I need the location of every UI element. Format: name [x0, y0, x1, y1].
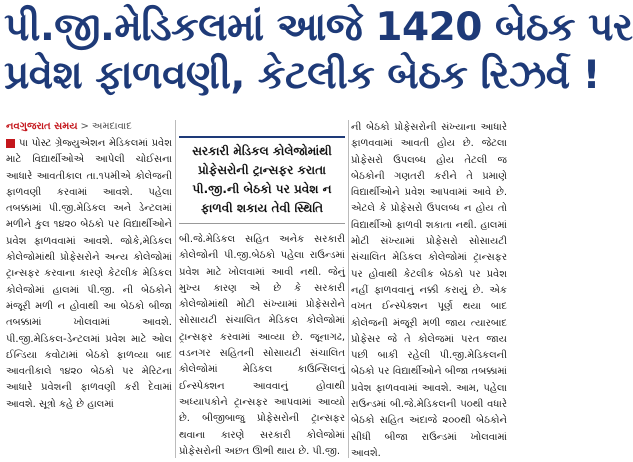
headline-line-2: પ્રવેશ ફાળવણી, કેટલીક બેઠક રિઝર્વ ! [4, 53, 600, 98]
article-column-3 [351, 120, 507, 458]
byline-separator: > [80, 121, 89, 132]
column-1-text: પા પોસ્ટ ગ્રેજ્યુએશન મેડિકલમાં પ્રવેશ માટે વિદ્યાર્થીઓએ આપેલી ચોઈસના આધારે આવતીકાલ તા.૧૫મીએ કોલેજની ફાળવણી કરવામાં આવશે. પહેલા તબક્કામાં પી.જી.મેડિકલ અને ડેન્ટલમાં મળીને કુલ ૧૪૨૦ બેઠકો પર વિદ્યાર્થીઓને પ્રવેશ ફાળવવામાં આવશે. જોકે,મેડિકલ કોલેજોમાંથી પ્રોફેસરોને અન્ય કોલેજોમાં ટ્રાન્સફર કરવાના કારણે કેટલીક મેડિકલ કોલેજોમાં હાલમાં પી.જી. ની બેઠકોને મંજૂરી મળી ન હોવાથી આ બેઠકો બીજા તબક્કામાં ખોલવામાં આવશે. પી.જી.મેડિકલ-ડેન્ટલમાં પ્રવેશ માટે ઓલ ઈન્ડિયા કવોટામાં બેઠકો ફાળવ્યા બાદ આવતીકાલે ૧૪૨૦ બેઠકો પર મેરિટના આધારે પ્રવેશની ફાળવણી કરી દેવામાં આવશે. સૂત્રો કહે છે હાલમાં [6, 138, 172, 410]
byline [6, 120, 176, 134]
subheadline-box [179, 136, 345, 224]
dropcap-marker [6, 139, 15, 148]
column-divider [348, 120, 349, 458]
article-column-2 [179, 232, 345, 458]
column-3-text: ની બેઠકો પ્રોફેસરોની સંખ્યાના આધારે ફાળવવામાં આવતી હોય છે. જેટલા પ્રોફેસરો ઉપલબ્ધ હોય તેટલી જ બેઠકોની ગણતરી કરીને તે પ્રમાણે વિદ્યાર્થીઓને પ્રવેશ આપવામાં આવે છે. એટલે કે પ્રોફેસરો ઉપલબ્ધ ન હોય તો વિદ્યાર્થીઓ ફાળવી શકાતા નથી. હાલમાં મોટી સંખ્યામાં પ્રોફેસરો સોસાયટી સંચાલિત મેડિકલ કોલેજોમાં ટ્રાન્સફર પર હોવાથી કેટલીક બેઠકો પર પ્રવેશ નહીં ફાળવવાનું નક્કી કરાયું છે. એક વખત ઈન્સ્પેક્શન પૂર્ણ થયા બાદ કોલેજની મંજૂરી મળી જાય ત્યારબાદ પ્રોફેસર જે તે કોલેજમાં પરત જાય પછી બાકી રહેલી પી.જી.મેડિકલની બેઠકો પર વિદ્યાર્થીઓને બીજા તબક્કામાં પ્રવેશ ફાળવવામાં આવશે. આમ, પહેલા રાઉન્ડમાં બી.જે.મેડિકલની ૫૦થી વધારે બેઠકો સહિત અંદાજે ૨૦૦થી બેઠકોને સીધી બીજા રાઉન્ડમાં ખોલવામાં આવશે. [351, 122, 507, 459]
byline-city: અમદાવાદ [91, 121, 132, 132]
article-column-1 [6, 136, 172, 458]
byline-source: નવગુજરાત સમય [6, 121, 78, 132]
column-2-text: બી.જે.મેડિકલ સહિત અનેક સરકારી કોલેજોની પી.જી.બેઠકો પહેલા રાઉન્ડમાં પ્રવેશ માટે ખોલવામાં આવી નથી. જેનું મુખ્ય કારણ એ છે કે સરકારી કોલેજોમાંથી મોટી સંખ્યામાં પ્રોફેસરોને સોસાયટી સંચાલિત મેડિકલ કોલેજોમાં ટ્રાન્સફર કરવામાં આવ્યા છે. જૂનાગઢ, વડનગર સહિતની સોસાયટી સંચાલિત કોલેજોમાં મેડિકલ કાઉન્સિલનું ઈન્સ્પેક્શન આવવાનું હોવાથી અધ્યાપકોને ટ્રાન્સફર આપવામાં આવ્યો છે. બીજીબાજુ પ્રોફેસરોની ટ્રાન્સફર થવાના કારણે સરકારી કોલેજોમાં પ્રોફેસરોની અછત ઊભી થાય છે. પી.જી. [179, 234, 345, 457]
subheadline-text: સરકારી મેડિકલ કોલેજોમાંથી પ્રોફેસરોની ટ્રાન્સફર કરાતા પી.જી.ની બેઠકો પર પ્રવેશ ન ફાળવી શકાય તેવી સ્થિતિ [192, 144, 332, 215]
headline [4, 4, 633, 100]
article-paragraph [6, 136, 172, 413]
headline-line-1: પી.જી.મેડિકલમાં આજે 1420 બેઠક પર [4, 5, 633, 50]
column-divider [175, 120, 176, 458]
